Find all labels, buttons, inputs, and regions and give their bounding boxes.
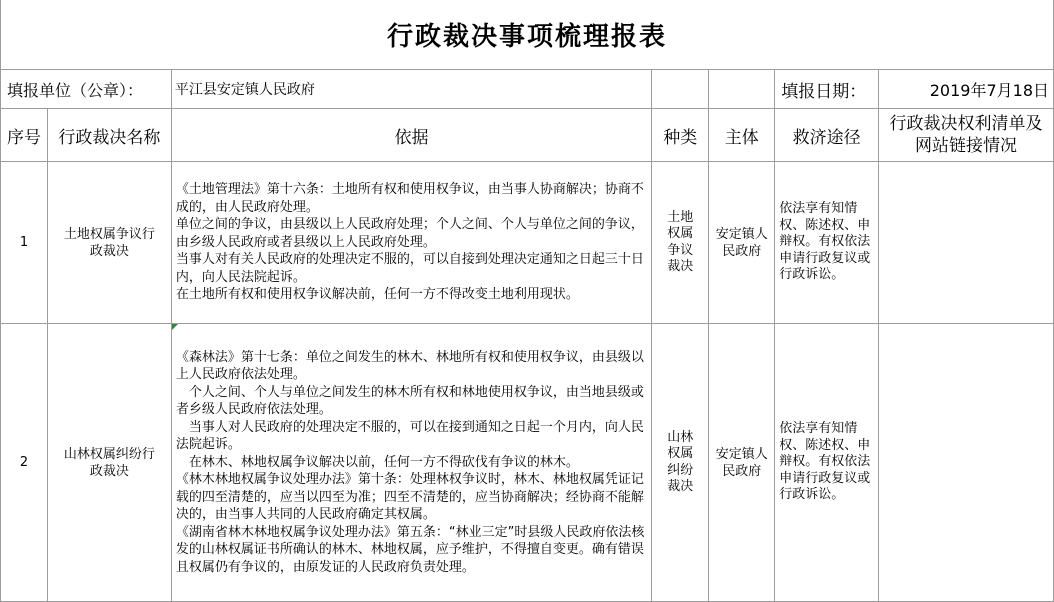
row-seq: 1 <box>1 162 48 324</box>
header-seq: 序号 <box>1 109 48 162</box>
basis-paragraph: 《湖南省林木林地权属争议处理办法》第五条：“林业三定”时县级人民政府依法核发的山林权属证书所确认的林木、林地权属，应予维护，不得擅自变更。确有错误且权属仍有争议的，由原发证的人民政府负责处理。 <box>175 524 645 575</box>
blank-cell <box>652 70 709 109</box>
blank-cell <box>709 70 775 109</box>
unit-label: 填报单位（公章）： <box>1 70 172 109</box>
row-subject: 安定镇人民政府 <box>709 324 775 602</box>
date-value: 2019年7月18日 <box>879 70 1054 109</box>
basis-paragraph: 在土地所有权和使用权争议解决前，任何一方不得改变土地利用现状。 <box>175 287 579 303</box>
row-kind: 土地权属争议裁决 <box>652 162 709 324</box>
basis-paragraph: 当事人对有关人民政府的处理决定不服的，可以自接到处理决定通知之日起三十日内，向人民法院起诉。 <box>175 252 644 285</box>
table-row <box>1 324 1054 602</box>
table-row <box>1 162 1054 324</box>
header-name: 行政裁决名称 <box>47 109 171 162</box>
header-kind: 种类 <box>652 109 709 162</box>
basis-paragraph: 在林木、林地权属争议解决以前，任何一方不得砍伐有争议的林木。 <box>175 454 579 470</box>
row-list <box>879 162 1054 324</box>
row-kind: 山林权属纠纷裁决 <box>652 324 709 602</box>
row-remedy: 依法享有知情权、陈述权、申辩权。有权依法申请行政复议或行政诉讼。 <box>775 162 879 324</box>
row-remedy: 依法享有知情权、陈述权、申辩权。有权依法申请行政复议或行政诉讼。 <box>775 324 879 602</box>
row-basis <box>171 162 651 324</box>
row-seq: 2 <box>1 324 48 602</box>
header-basis: 依据 <box>171 109 651 162</box>
header-subject: 主体 <box>709 109 775 162</box>
row-name: 土地权属争议行政裁决 <box>47 162 171 324</box>
unit-value: 平江县安定镇人民政府 <box>171 70 651 109</box>
basis-paragraph: 当事人对人民政府的处理决定不服的，可以在接到通知之日起一个月内，向人民法院起诉。 <box>175 419 644 453</box>
report-title: 行政裁决事项梳理报表 <box>1 0 1054 70</box>
basis-paragraph: 单位之间的争议，由县级以上人民政府处理；个人之间、个人与单位之间的争议，由乡级人民政府或者县级以上人民政府处理。 <box>175 217 644 250</box>
row-basis <box>171 324 651 602</box>
basis-paragraph: 个人之间、个人与单位之间发生的林木所有权和林地使用权争议，由当地县级或者乡级人民政府依法处理。 <box>175 384 644 418</box>
basis-paragraph: 《土地管理法》第十六条：土地所有权和使用权争议，由当事人协商解决；协商不成的，由人民政府处理。 <box>175 182 644 215</box>
row-name: 山林权属纠纷行政裁决 <box>47 324 171 602</box>
basis-paragraph: 《林木林地权属争议处理办法》第十条：处理林权争议时，林木、林地权属凭证记载的四至清楚的，应当以四至为准；四至不清楚的，应当协商解决；经协商不能解决的，由当事人共同的人民政府确定其权属。 <box>175 472 644 523</box>
basis-paragraph: 《森林法》第十七条：单位之间发生的林木、林地所有权和使用权争议，由县级以上人民政府依法处理。 <box>175 349 644 383</box>
header-remedy: 救济途径 <box>775 109 879 162</box>
date-label: 填报日期： <box>775 70 879 109</box>
row-subject: 安定镇人民政府 <box>709 162 775 324</box>
row-list <box>879 324 1054 602</box>
header-list: 行政裁决权利清单及网站链接情况 <box>879 109 1054 162</box>
